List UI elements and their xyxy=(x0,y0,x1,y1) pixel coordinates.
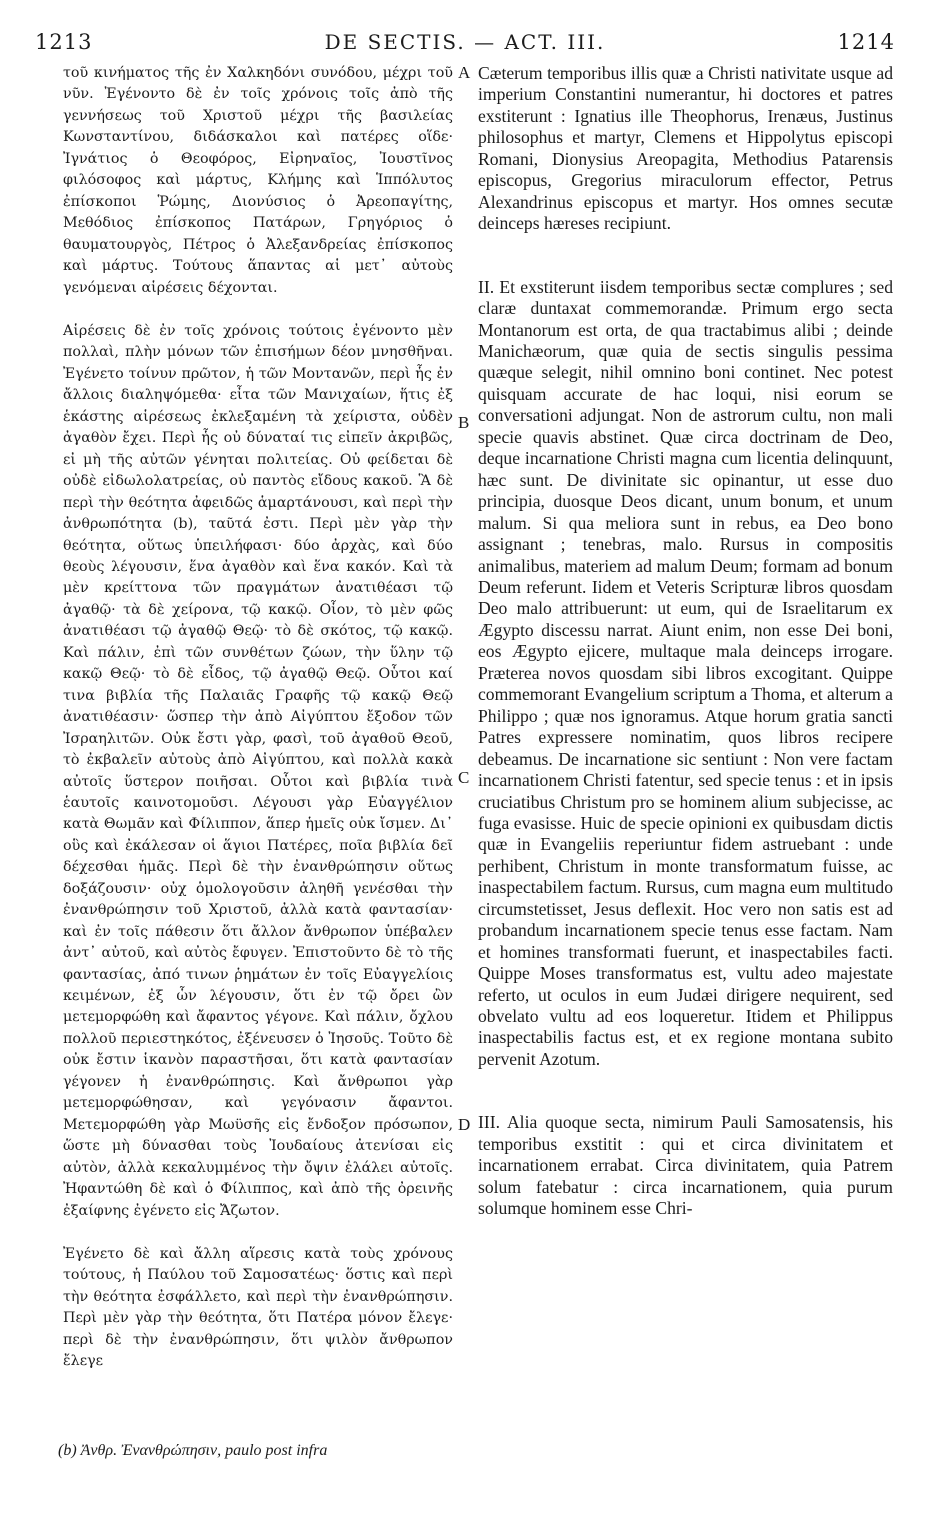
page-number-right: 1214 xyxy=(837,30,895,54)
margin-marker-c: C xyxy=(458,768,470,787)
margin-marker-a: A xyxy=(458,63,471,82)
page-number-left: 1213 xyxy=(35,30,93,54)
page-header xyxy=(30,30,900,60)
margin-marker-b: B xyxy=(458,413,470,432)
greek-paragraph-2: Αἱρέσεις δὲ ἐν τοῖς χρόνοις τούτοις ἐγένοντο μὲν πολλαὶ, πλὴν μόνων τῶν ἐπισήμων δέον μνησθῆναι. Ἐγένετο τοίνυν πρῶτον, ἡ τῶν Μοντανῶν, περὶ ἧς ἐν ἄλλοις διαληψόμεθα· εἶτα τῶν Μανιχαίων, ἥτις ἐξ ἑκάστης αἱρέσεως ἐκλεξαμένη τὰ χείριστα, οὐδὲν ἀγαθὸν ἔχει. Περὶ ἧς οὐ δύναταί τις εἰπεῖν ἀκριβῶς, εἰ μὴ τῆς αὐτῶν γένηται πολιτείας. Οὐ φείδεται δὲ οὐδὲ εἰδωλολατρείας, οὐ παντὸς εἴδους κακοῦ. Ἃ δὲ περὶ τὴν θεότητα ἀφειδῶς ἁμαρτάνουσι, καὶ περὶ τὴν ἀνθρωπότητα (b), ταῦτά ἐστι. Περὶ μὲν γὰρ τὴν θεότητα, οὕτως ὑπειλήφασι· δύο ἀρχὰς, καὶ δύο θεοὺς λέγουσιν, ἕνα ἀγαθὸν καὶ ἕνα κακόν. Καὶ τὰ μὲν κρείττονα τῶν πραγμάτων ἀνατιθέασι τῷ ἀγαθῷ· τὰ δὲ χείρονα, τῷ κακῷ. Οἷον, τὸ μὲν φῶς ἀνατιθέασι τῷ ἀγαθῷ Θεῷ· τὸ δὲ σκότος, τῷ κακῷ. Καὶ πάλιν, ἐπὶ τῶν συνθέτων ζώων, τὴν ὕλην τῷ κακῷ Θεῷ· τὸ δὲ εἶδος, τῷ ἀγαθῷ Θεῷ. Οὗτοι καί τινα βιβλία τῆς Παλαιᾶς Γραφῆς τῷ κακῷ Θεῷ ἀνατιθέασιν· ὥσπερ τὴν ἀπὸ Αἰγύπτου ἔξοδον τῶν Ἰσραηλιτῶν. Οὐκ ἔστι γὰρ, φασὶ, τοῦ ἀγαθοῦ Θεοῦ, τὸ ἐκβαλεῖν αὐτοὺς ἀπὸ Αἰγύπτου, καὶ πολλὰ κακὰ αὐτοῖς ὕστερον ποιῆσαι. Οὗτοι καὶ βιβλία τινὰ ἑαυτοῖς καινοτομοῦσι. Λέγουσι γὰρ Εὐαγγέλιον κατὰ Θωμᾶν καὶ Φίλιππον, ἅπερ ἡμεῖς οὐκ ἴσμεν. Δι᾽ οὓς καὶ ἐκάλεσαν οἱ ἅγιοι Πατέρες, ποῖα βιβλία δεῖ δέχεσθαι ἡμᾶς. Περὶ δὲ τὴν ἐνανθρώπησιν οὕτως δοξάζουσιν· οὐχ ὁμολογοῦσιν ἀληθῆ γενέσθαι τὴν ἐνανθρώπησιν τοῦ Χριστοῦ, ἀλλὰ κατὰ φαντασίαν· καὶ ἐν τοῖς πάθεσιν ὅτι ἄλλον ἄνθρωπον ὑπέβαλεν ἀντ᾽ αὐτοῦ, καὶ αὐτὸς ἔφυγεν. Ἐπιστοῦντο δὲ τὸ τῆς φαντασίας, ἀπό τινων ῥημάτων ἐν τοῖς Εὐαγγελίοις κειμένων, ἐξ ὧν λέγουσιν, ὅτι ἐν τῷ ὄρει ὢν μετεμορφώθη καὶ ἄφαντος γέγονε. Καὶ πάλιν, ὄχλου πολλοῦ περιεστηκότος, ἐξένευσεν ὁ Ἰησοῦς. Τοῦτο δὲ οὐκ ἔστιν ἱκανὸν παραστῆσαι, ὅτι κατὰ φαντασίαν γέγονεν ἡ ἐνανθρώπησις. Καὶ ἄνθρωποι γὰρ μετεμορφώθησαν, καὶ γεγόνασιν ἄφαντοι. Μετεμορφώθη γὰρ Μωϋσῆς εἰς ἔνδοξον πρόσωπον, ὥστε μὴ δύνασθαι τοὺς Ἰουδαίους ἀτενίσαι εἰς αὐτὸν, ἀλλὰ κεκαλυμμένος τὴν ὄψιν ἐλάλει αὐτοῖς. Ἠφαντώθη δὲ καὶ ὁ Φίλιππος, καὶ ἀπὸ τῆς ὀρεινῆς ἐξαίφνης ἐγένετο εἰς Ἄζωτον. xyxy=(63,322,453,1219)
footnote: (b) Ἀνθρ. Ἐνανθρώπησιν, paulo post infra xyxy=(58,1442,328,1459)
greek-paragraph-1: τοῦ κινήματος τῆς ἐν Χαλκηδόνι συνόδου, μέχρι τοῦ νῦν. Ἐγένοντο δὲ ἐν τοῖς χρόνοις τοῖς ἀπὸ τῆς γεννήσεως τοῦ Χριστοῦ μέχρι τῆς βασιλείας Κωνσταντίνου, διδάσκαλοι καὶ πατέρες οἵδε· Ἰγνάτιος ὁ Θεοφόρος, Εἰρηναῖος, Ἰουστῖνος φιλόσοφος καὶ μάρτυς, Κλήμης καὶ Ἱππόλυτος ἐπίσκοποι Ῥώμης, Διονύσιος ὁ Ἀρεοπαγίτης, Μεθόδιος ἐπίσκοπος Πατάρων, Γρηγόριος ὁ θαυματουργὸς, Πέτρος ὁ Ἀλεξανδρείας ἐπίσκοπος καὶ μάρτυς. Τούτους ἅπαντας αἱ μετ᾽ αὐτοὺς γενόμεναι αἱρέσεις δέχονται. xyxy=(63,65,453,296)
greek-column xyxy=(63,63,453,1373)
latin-column xyxy=(478,63,893,1220)
latin-paragraph-1: Cæterum temporibus illis quæ a Christi nativitate usque ad imperium Constantini numerantur, hi doctores et patres exstiterunt : Ignatius ille Theophorus, Irenæus, Justinus philosophus et martyr, Clemens et Hippolytus episcopi Romani, Dionysius Areopagita, Methodius Patarensis episcopus, Gregorius miraculorum effector, Petrus Alexandrinus episcopus et martyr. Hos omnes secutæ deinceps hæreses recipiunt. xyxy=(478,63,893,234)
latin-paragraph-2: II. Et exstiterunt iisdem temporibus sectæ complures ; sed claræ duntaxat commemorandæ. Primum ergo secta Montanorum est orta, de qua tractabimus alibi ; deinde Manichæorum, quæ quia de sectis singulis pessima quæque selegit, nihil omnino boni continet. Nec potest quisquam accurate de hac loqui, nisi eorum se conversationi adjungat. Non de astrorum cultu, non mali specie quavis abstinet. Quæ circa doctrinam de Deo, deque incarnatione Christi magna cum licentia delinquunt, hæc sunt. De divinitate sic opinantur, ut esse duo principia, duosque Deos dicant, unum bonum, et unum malum. Si qua meliora sunt in rebus, ea Deo bono assignant ; tenebras, malo. Rursus in compositis animalibus, materiem ad malum Deum; formam ad bonum Deum referunt. Iidem et Veteris Scripturæ libros quosdam Deo malo attribuerunt: ut eum, qui de Israelitarum ex Ægypto discessu narrat. Aiunt enim, non esse Dei boni, eos Ægypto ejicere, multaque mala deinceps irrogare. Præterea novos quosdam sibi libros excogitant. Quippe commemorant Evangelium scriptum a Thoma, et alterum a Philippo ; quæ nos ignoramus. Atque horum gratia sancti Patres expressere nominatim, quos libros recipere debeamus. De incarnatione sic sentiunt : Non vere factam incarnationem Christi fatentur, sed specie tenus : et in ipsis cruciatibus Christum pro se hominem alium subjecisse, ac fuga evasisse. Huic de specie opinioni ex quibusdam dictis quæ in Evangeliis reperiuntur fidem astruebant : unde perhibent, Christum in monte transformatum fuisse, ac inaspectabilem factum. Rursus, cum magna eum multitudo circumstetisset, Jesus deflexit. Hoc vero non satis est ad probandum incarnationem specie tenus esse factam. Nam et homines transformati fuerunt, et inaspectabiles facti. Quippe Moses transformatus est, vultu adeo majestate referto, ut oculos in eum Judæi dirigere nequirent, sed obvelato vultu ad eos loqueretur. Itidem et Philippus inaspectabilis factus est, et ex regione montana subito pervenit Azotum. xyxy=(478,276,893,1069)
latin-paragraph-3: III. Alia quoque secta, nimirum Pauli Samosatensis, his temporibus exstitit : qui et circa divinitatem et incarnationem errabat. Circa divinitatem, quia Patrem solum fatebatur : circa incarnationem, quia purum solumque hominem esse Chri- xyxy=(478,1112,893,1219)
running-title: DE SECTIS. — ACT. III. xyxy=(324,30,606,54)
margin-marker-d: D xyxy=(458,1115,471,1134)
greek-paragraph-3: Ἐγένετο δὲ καὶ ἄλλη αἵρεσις κατὰ τοὺς χρόνους τούτους, ἡ Παύλου τοῦ Σαμοσατέως· ὅστις καὶ περὶ τὴν θεότητα ἐσφάλλετο, καὶ περὶ τὴν ἐνανθρώπησιν. Περὶ μὲν γὰρ τὴν θεότητα, ὅτι Πατέρα μόνον ἔλεγε· περὶ δὲ τὴν ἐνανθρώπησιν, ὅτι ψιλὸν ἄνθρωπον ἔλεγε xyxy=(63,1246,453,1370)
